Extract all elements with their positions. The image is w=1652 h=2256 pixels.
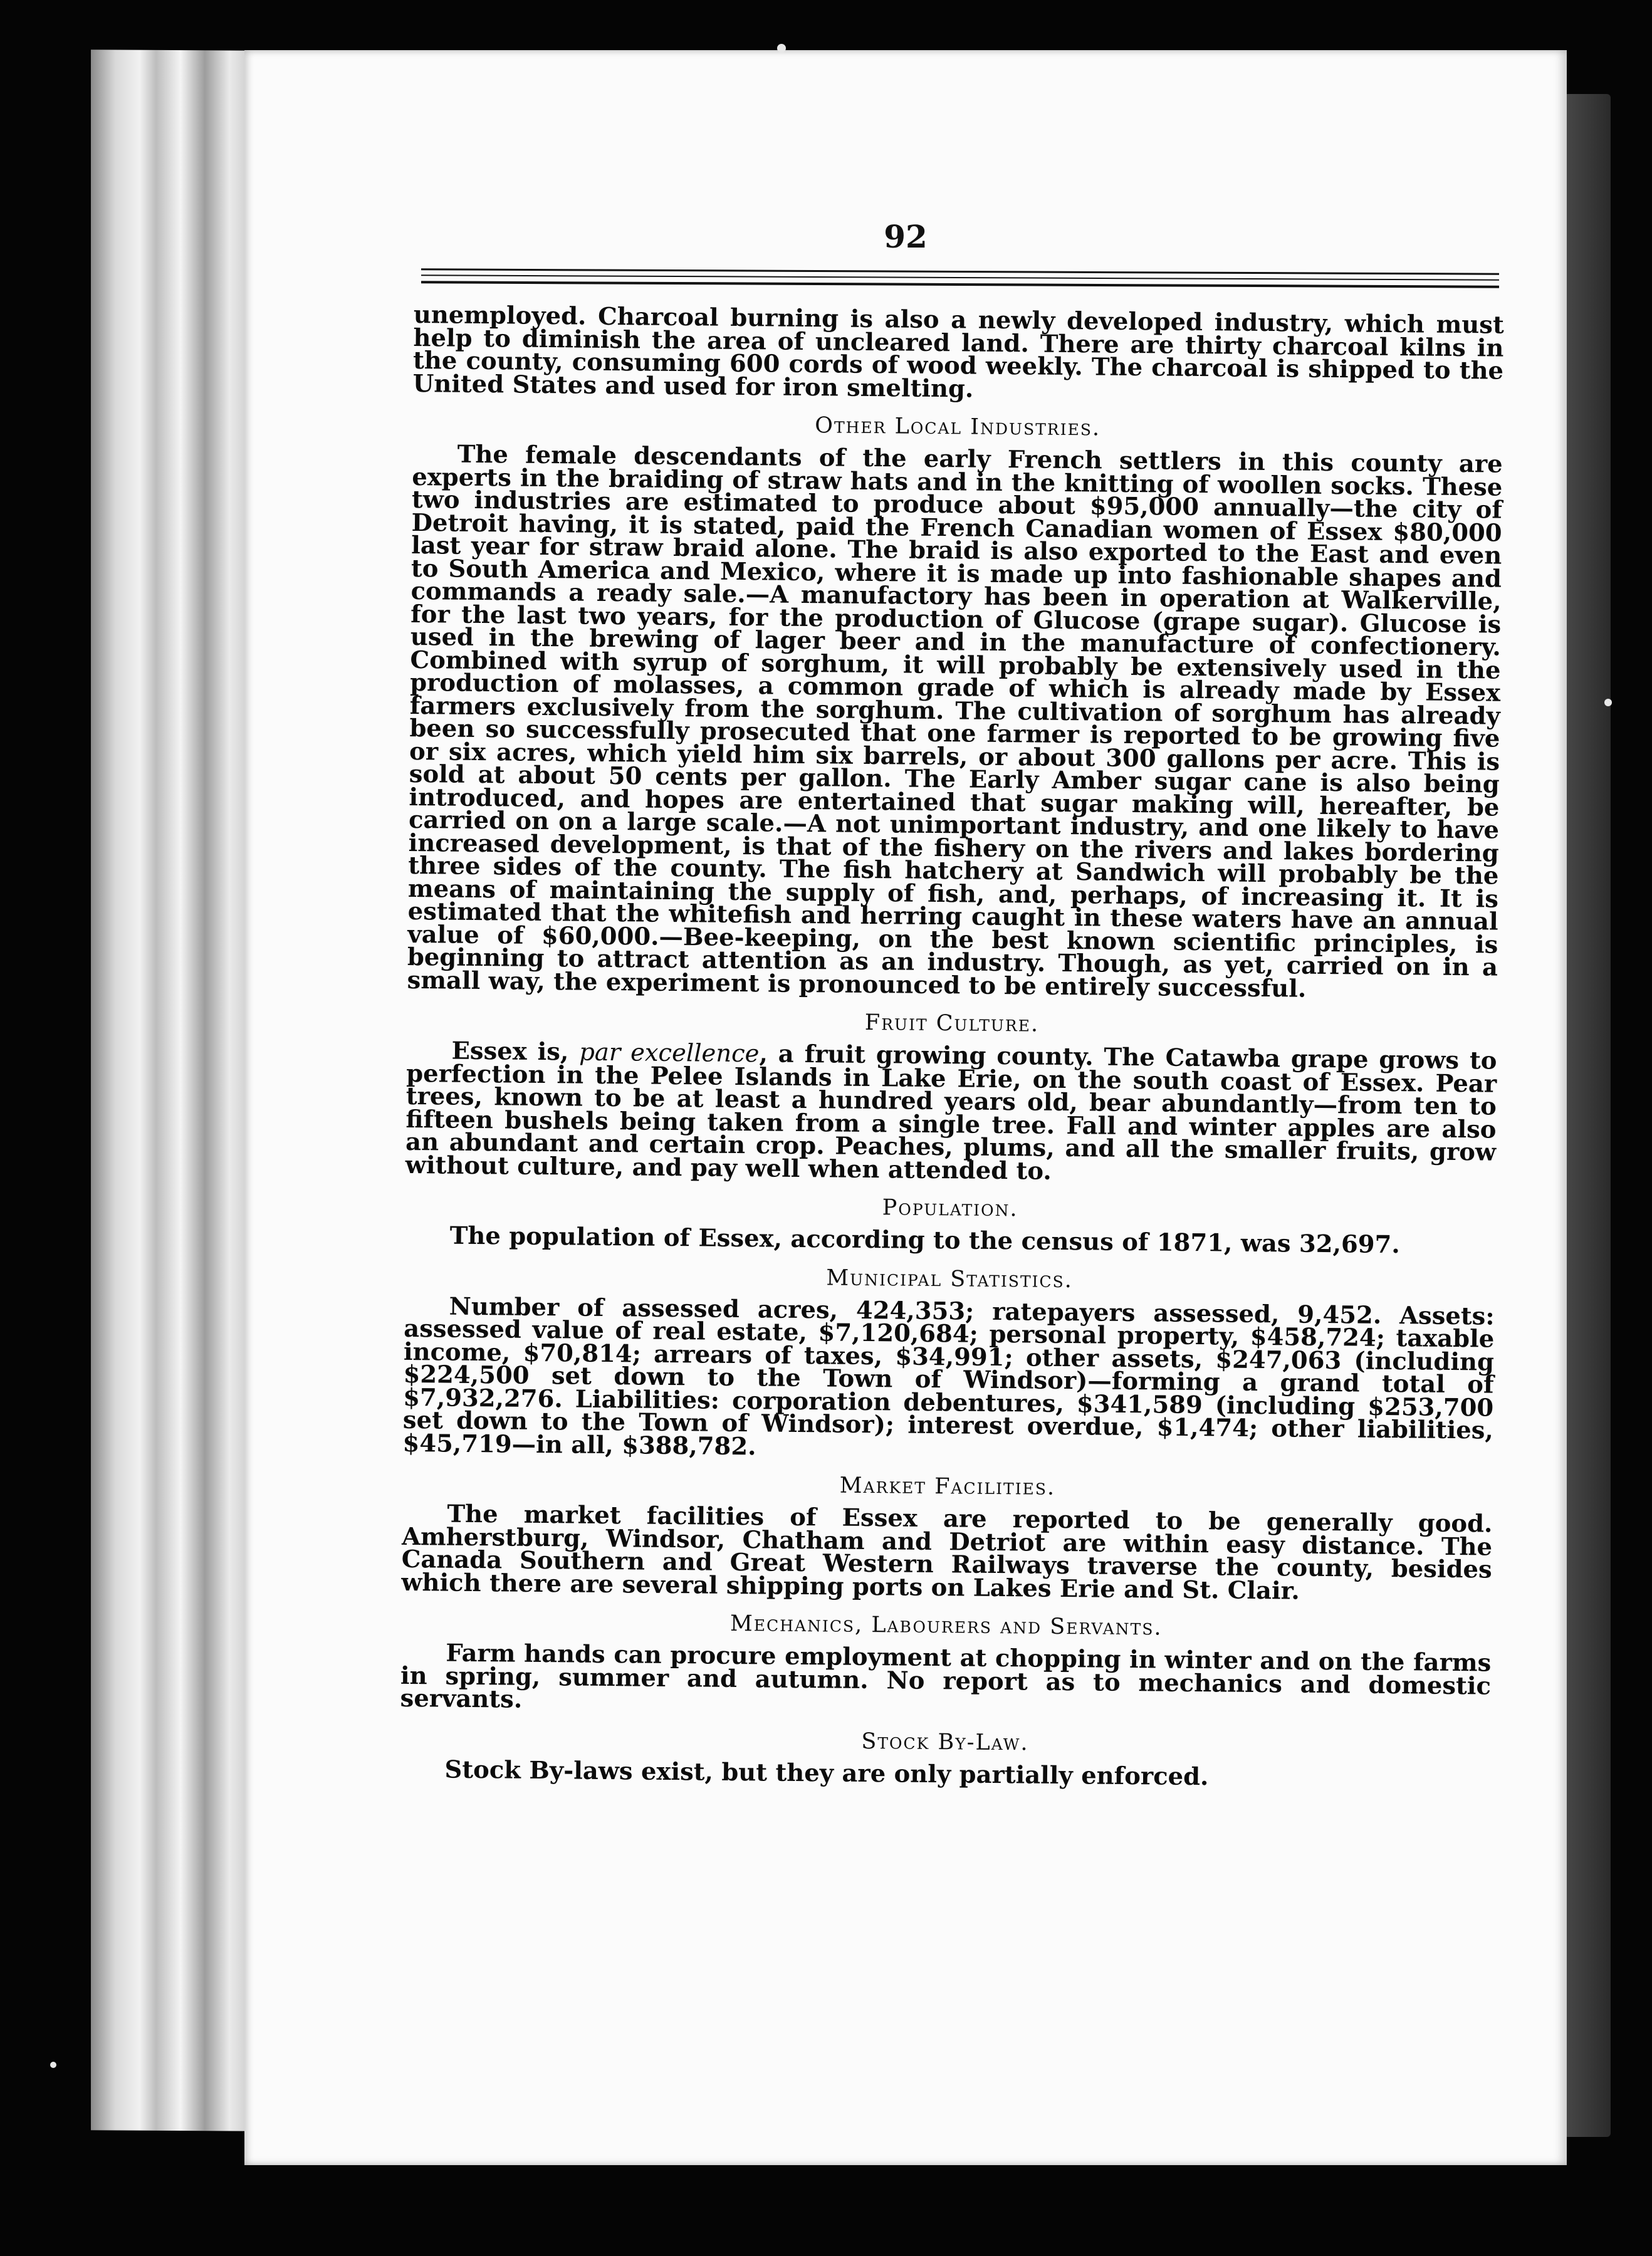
section-body-mechanics-labourers-servants: Farm hands can procure employment at chopping in winter and on the farms in spring, summer and autumn. No report as to mechanics and domestic servants. — [400, 1639, 1492, 1714]
section-heading-municipal-statistics: Municipal Statistics. — [826, 1265, 1074, 1293]
section-body-market-facilities: The market facilities of Essex are reported to be generally good. Amherstburg, Windsor, Chatham and Detriot are within easy distance. The Canada Southern and Great Western Railways traverse the county, besides which there are several shipping ports on Lakes Erie and St. Clair. — [401, 1500, 1493, 1606]
scan-speck — [50, 2062, 56, 2068]
intro-paragraph: unemployed. Charcoal burning is also a newly developed industry, which must help to diminish the area of uncleared land. There are thirty charcoal kilns in the county, consuming 600 cords of wood weekly. The charcoal is shipped to the United States and used for iron smelting. — [412, 301, 1504, 404]
scan-speck — [1604, 699, 1612, 706]
section-body-fruit-culture — [405, 1037, 1497, 1188]
fruit-text-start: Essex is, — [451, 1037, 580, 1067]
fruit-text-end: , a fruit growing county. The Catawba grape grows to perfection in the Pelee Islands in Lake Erie, on the south coast of Essex. Pear trees, known to be at least a hundred years old, bear abundantly—from ten to fifteen bushels being taken from a single tree. Fall and winter apples are also an abundant and certain crop. Peaches, plums, and all the smaller fruits, grow without culture, and pay well when attended to. — [405, 1040, 1497, 1186]
header-rule — [421, 268, 1499, 275]
section-heading-stock-by-law: Stock By-Law. — [861, 1728, 1029, 1756]
section-body-stock-by-law: Stock By-laws exist, but they are only partially enforced. — [444, 1755, 1209, 1791]
header-rule — [421, 281, 1499, 288]
body-text — [399, 301, 1504, 1792]
document-page — [244, 50, 1567, 2165]
section-body-municipal-statistics: Number of assessed acres, 424,353; ratepayers assessed, 9,452. Assets: assessed value of real estate, $7,120,684; personal property, $458,724; taxable income, $70,814; arrears of taxes, $34,991; other assets, $247,063 (including $224,500 set down to the Town of Windsor)—forming a grand total of $7,932,276. Liabilities: corporation debentures, $341,589 (including $253,700 set down to the Town of Windsor); interest overdue, $1,474; other liabilities, $45,719—in all, $388,782. — [402, 1292, 1495, 1461]
fruit-text-italic: par excellence — [579, 1038, 760, 1068]
section-heading-fruit-culture: Fruit Culture. — [864, 1010, 1040, 1037]
book-page-edges — [91, 50, 254, 2131]
section-heading-mechanics-labourers-servants: Mechanics, Labourers and Servants. — [729, 1611, 1163, 1641]
section-body-population: The population of Essex, according to the census of 1871, was 32,697. — [449, 1221, 1400, 1260]
section-body-other-local-industries: The female descendants of the early French settlers in this county are experts in the braiding of straw hats and in the knitting of woollen socks. These two industries are estimated to produce about $95,000 annually—the city of Detroit having, it is stated, paid the French Canadian women of Essex $80,000 last year for straw braid alone. The braid is also exported to the East and even to South America and Mexico, where it is made up into fashionable shapes and commands a ready sale.—A manufactory has been in operation at Walkerville, for the last two years, for the production of Glucose (grape sugar). Glucose is used in the brewing of lager beer and in the manufacture of confectionery. Combined with syrup of sorghum, it will probably be extensively used in the production of molasses, a common grade of which is already made by Essex farmers exclusively from the sorghum. The cultivation of sorghum has already been so successfully prosecuted that one farmer is reported to be growing five or six acres, which yield him six barrels, or about 300 gallons per acre. This is sold at about 50 cents per gallon. The Early Amber sugar cane is also being introduced, and hopes are entertained that sugar making will, hereafter, be carried on on a large scale.—A not unimportant industry, and one likely to have increased development, is that of the fishery on the rivers and lakes bordering three sides of the county. The fish hatchery at Sandwich will probably be the means of maintaining the supply of fish, and, perhaps, of increasing it. It is estimated that the whitefish and herring caught in these waters have an annual value of $60,000.—Bee-keeping, on the best known scientific principles, is beginning to attract attention as an industry. Though, as yet, carried on in a small way, the experiment is pronounced to be entirely successful. — [407, 440, 1503, 1003]
section-heading-population: Population. — [882, 1195, 1018, 1222]
header-rule — [421, 274, 1499, 281]
section-heading-other-local-industries: Other Local Industries. — [815, 413, 1101, 441]
scan-speck — [777, 44, 786, 53]
section-heading-market-facilities: Market Facilities. — [839, 1473, 1056, 1500]
page-number: 92 — [884, 218, 928, 255]
